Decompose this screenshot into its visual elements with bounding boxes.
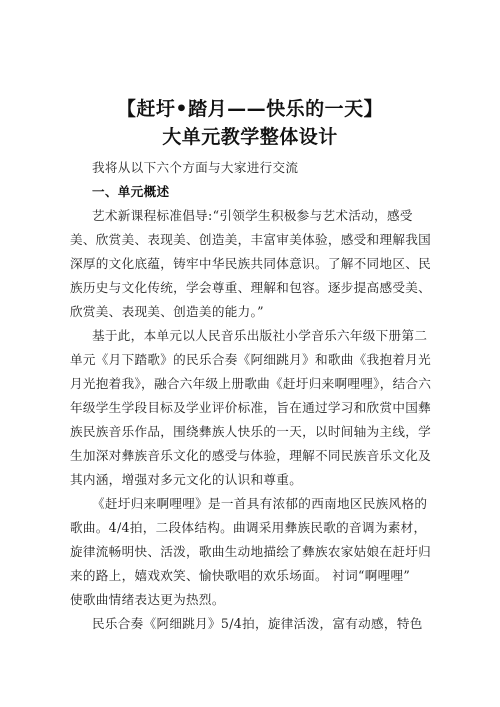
paragraph-line: 艺术新课程标准倡导:“引领学生积极参与艺术活动，感受 — [92, 208, 413, 223]
paragraph-line: 民乐合奏《阿细跳月》5/4拍，旋律活泼，富有动感，特色 — [92, 616, 423, 631]
document-subtitle: 大单元教学整体设计 — [162, 126, 338, 148]
paragraph-line: 基于此，本单元以人民音乐出版社小学音乐六年级下册第二 — [92, 328, 428, 343]
intro-text: 我将从以下六个方面与大家进行交流 — [92, 160, 299, 175]
paragraph-line: 使歌曲情绪表达更为热烈。 — [70, 592, 225, 607]
section-heading: 一、单元概述 — [92, 184, 170, 199]
paragraph-line: 旋律流畅明快、活泼，歌曲生动地描绘了彝族农家姑娘在赶圩归 — [70, 544, 432, 559]
paragraph-line: 歌曲。4/4拍，二段体结构。曲调采用彝族民歌的音调为素材， — [70, 520, 427, 535]
paragraph-line: 族民族音乐作品，围绕彝族人快乐的一天，以时间轴为主线，学 — [70, 424, 432, 439]
paragraph-line: 美、欣赏美、表现美、创造美，丰富审美体验，感受和理解我国 — [70, 232, 432, 247]
paragraph-line: 其内涵，增强对多元文化的认识和尊重。 — [70, 472, 303, 487]
paragraph-line: 单元《月下踏歌》的民乐合奏《阿细跳月》和歌曲《我抱着月光 — [70, 352, 432, 367]
paragraph-line: 族历史与文化传统，学会尊重、理解和包容。逐步提高感受美、 — [70, 280, 432, 295]
paragraph-line: 欣赏美、表现美、创造美的能力。” — [70, 304, 264, 319]
paragraph-line: 深厚的文化底蕴，铸牢中华民族共同体意识。了解不同地区、民 — [70, 256, 432, 271]
paragraph-line: 来的路上，嬉戏欢笑、愉快歌唱的欢乐场面。 衬词“啊哩哩” — [70, 568, 411, 583]
paragraph-line: 生加深对彝族音乐文化的感受与体验，理解不同民族音乐文化及 — [70, 448, 432, 463]
paragraph-line: 月光抱着我》，融合六年级上册歌曲《赶圩归来啊哩哩》，结合六 — [70, 376, 432, 391]
paragraph-line: 年级学生学段目标及学业评价标准，旨在通过学习和欣赏中国彝 — [70, 400, 432, 415]
document-title: 【赶圩•踏月——快乐的一天】 — [116, 98, 384, 120]
paragraph-line: 《赶圩归来啊哩哩》是一首具有浓郁的西南地区民族风格的 — [92, 496, 428, 511]
